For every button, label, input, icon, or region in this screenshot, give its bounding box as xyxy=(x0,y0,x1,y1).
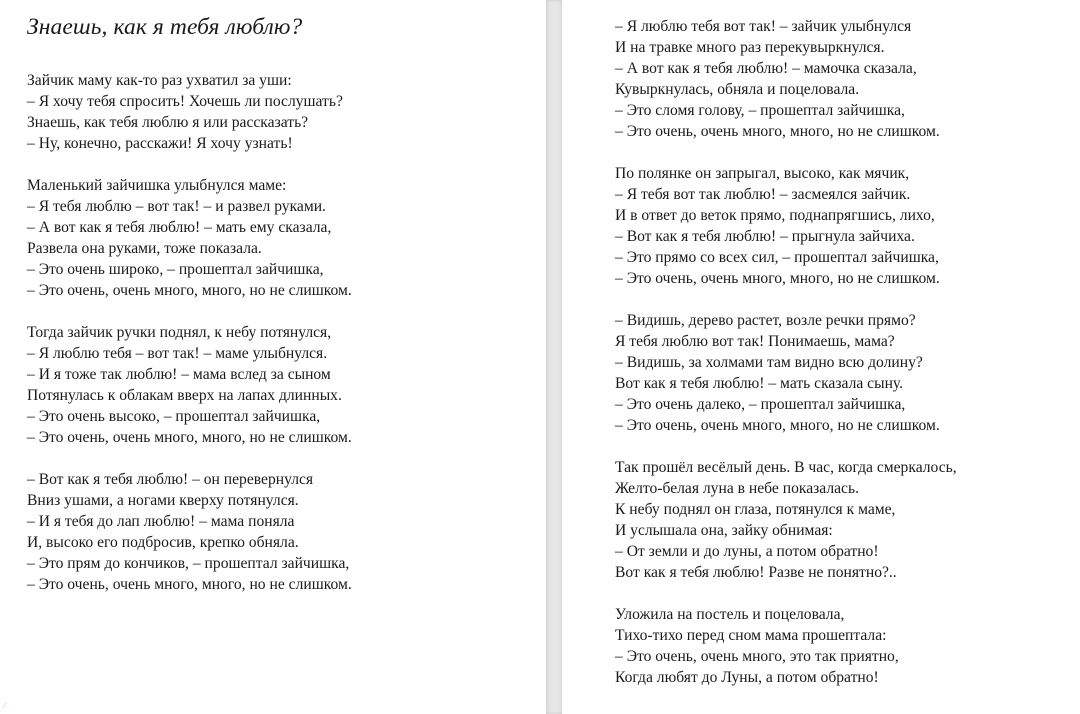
poem-line: Маленький зайчишка улыбнулся маме: xyxy=(27,177,287,194)
poem-line: – И я тоже так люблю! – мама вслед за сыном xyxy=(27,366,331,383)
poem-line: – От земли и до луны, а потом обратно! xyxy=(615,543,879,560)
poem-line: – Это очень, очень много, много, но не слишком. xyxy=(27,576,352,593)
poem-line: – Это прямо со всех сил, – прошептал зайчишка, xyxy=(615,249,939,266)
poem-line: Уложила на постель и поцеловала, xyxy=(615,606,845,623)
page-gutter xyxy=(546,0,562,714)
poem-line: – Это очень, очень много, это так приятно, xyxy=(615,648,899,665)
poem-line: – Это очень, очень много, много, но не слишком. xyxy=(615,417,940,434)
poem-line: – Это прям до кончиков, – прошептал зайчишка, xyxy=(27,555,350,572)
poem-line: Тихо-тихо перед сном мама прошептала: xyxy=(615,627,887,644)
poem-line: – Ну, конечно, расскажи! Я хочу узнать! xyxy=(27,135,293,152)
poem-line: – Я тебя люблю – вот так! – и развел руками. xyxy=(27,198,326,215)
left-page-text xyxy=(27,70,352,616)
poem-line: – А вот как я тебя люблю! – мать ему сказала, xyxy=(27,219,332,236)
poem-line: – Это сломя голову, – прошептал зайчишка, xyxy=(615,102,905,119)
poem-line: – Вот как я тебя люблю! – он перевернулся xyxy=(27,471,314,488)
corner-mark-icon: ⁄ xyxy=(4,701,6,710)
poem-line: – А вот как я тебя люблю! – мамочка сказала, xyxy=(615,60,917,77)
poem-line: – Это очень, очень много, много, но не слишком. xyxy=(27,282,352,299)
poem-line: Знаешь, как тебя люблю я или рассказать? xyxy=(27,114,309,131)
stanza xyxy=(27,70,352,154)
poem-line: – Я тебя вот так люблю! – засмеялся зайчик. xyxy=(615,186,911,203)
poem-line: Тогда зайчик ручки поднял, к небу потянулся, xyxy=(27,324,332,341)
stanza xyxy=(27,322,352,448)
poem-line: К небу поднял он глаза, потянулся к маме, xyxy=(615,501,896,518)
poem-line: – И я тебя до лап люблю! – мама поняла xyxy=(27,513,295,530)
poem-line: – Это очень, очень много, много, но не слишком. xyxy=(27,429,352,446)
poem-line: И, высоко его подбросив, крепко обняла. xyxy=(27,534,299,551)
poem-line: Вот как я тебя люблю! – мать сказала сыну. xyxy=(615,375,904,392)
poem-line: Зайчик маму как-то раз ухватил за уши: xyxy=(27,72,292,89)
poem-line: Когда любят до Луны, а потом обратно! xyxy=(615,669,879,686)
poem-line: – Это очень широко, – прошептал зайчишка, xyxy=(27,261,324,278)
poem-line: Кувыркнулась, обняла и поцеловала. xyxy=(615,81,860,98)
stanza xyxy=(27,175,352,301)
poem-line: – Это очень, очень много, много, но не слишком. xyxy=(615,123,940,140)
poem-line: Так прошёл весёлый день. В час, когда смеркалось, xyxy=(615,459,957,476)
stanza xyxy=(615,457,957,583)
page-right xyxy=(562,0,1080,714)
poem-line: Вниз ушами, а ногами кверху потянулся. xyxy=(27,492,299,509)
poem-title: Знаешь, как я тебя люблю? xyxy=(27,14,303,40)
poem-line: Вот как я тебя люблю! Разве не понятно?.. xyxy=(615,564,897,581)
poem-line: Я тебя люблю вот так! Понимаешь, мама? xyxy=(615,333,895,350)
stanza xyxy=(615,604,957,688)
poem-line: – Это очень, очень много, много, но не слишком. xyxy=(615,270,940,287)
poem-line: – Это очень далеко, – прошептал зайчишка, xyxy=(615,396,906,413)
poem-line: По полянке он запрыгал, высоко, как мячик, xyxy=(615,165,910,182)
poem-line: Желто-белая луна в небе показалась. xyxy=(615,480,859,497)
poem-line: – Вот как я тебя люблю! – прыгнула зайчиха. xyxy=(615,228,915,245)
poem-line: – Я люблю тебя – вот так! – маме улыбнулся. xyxy=(27,345,328,362)
poem-line: Потянулась к облакам вверх на лапах длинных. xyxy=(27,387,342,404)
poem-line: – Я люблю тебя вот так! – зайчик улыбнулся xyxy=(615,18,912,35)
stanza xyxy=(615,310,957,436)
right-page-text xyxy=(615,16,957,709)
stanza xyxy=(615,16,957,142)
poem-line: И в ответ до веток прямо, поднапрягшись, лихо, xyxy=(615,207,935,224)
poem-line: Развела она руками, тоже показала. xyxy=(27,240,262,257)
poem-line: – Я хочу тебя спросить! Хочешь ли послушать? xyxy=(27,93,343,110)
poem-line: – Видишь, за холмами там видно всю долину? xyxy=(615,354,923,371)
poem-line: – Видишь, дерево растет, возле речки прямо? xyxy=(615,312,916,329)
poem-line: – Это очень высоко, – прошептал зайчишка, xyxy=(27,408,321,425)
poem-line: И услышала она, зайку обнимая: xyxy=(615,522,833,539)
stanza xyxy=(27,469,352,595)
stanza xyxy=(615,163,957,289)
poem-line: И на травке много раз перекувыркнулся. xyxy=(615,39,885,56)
